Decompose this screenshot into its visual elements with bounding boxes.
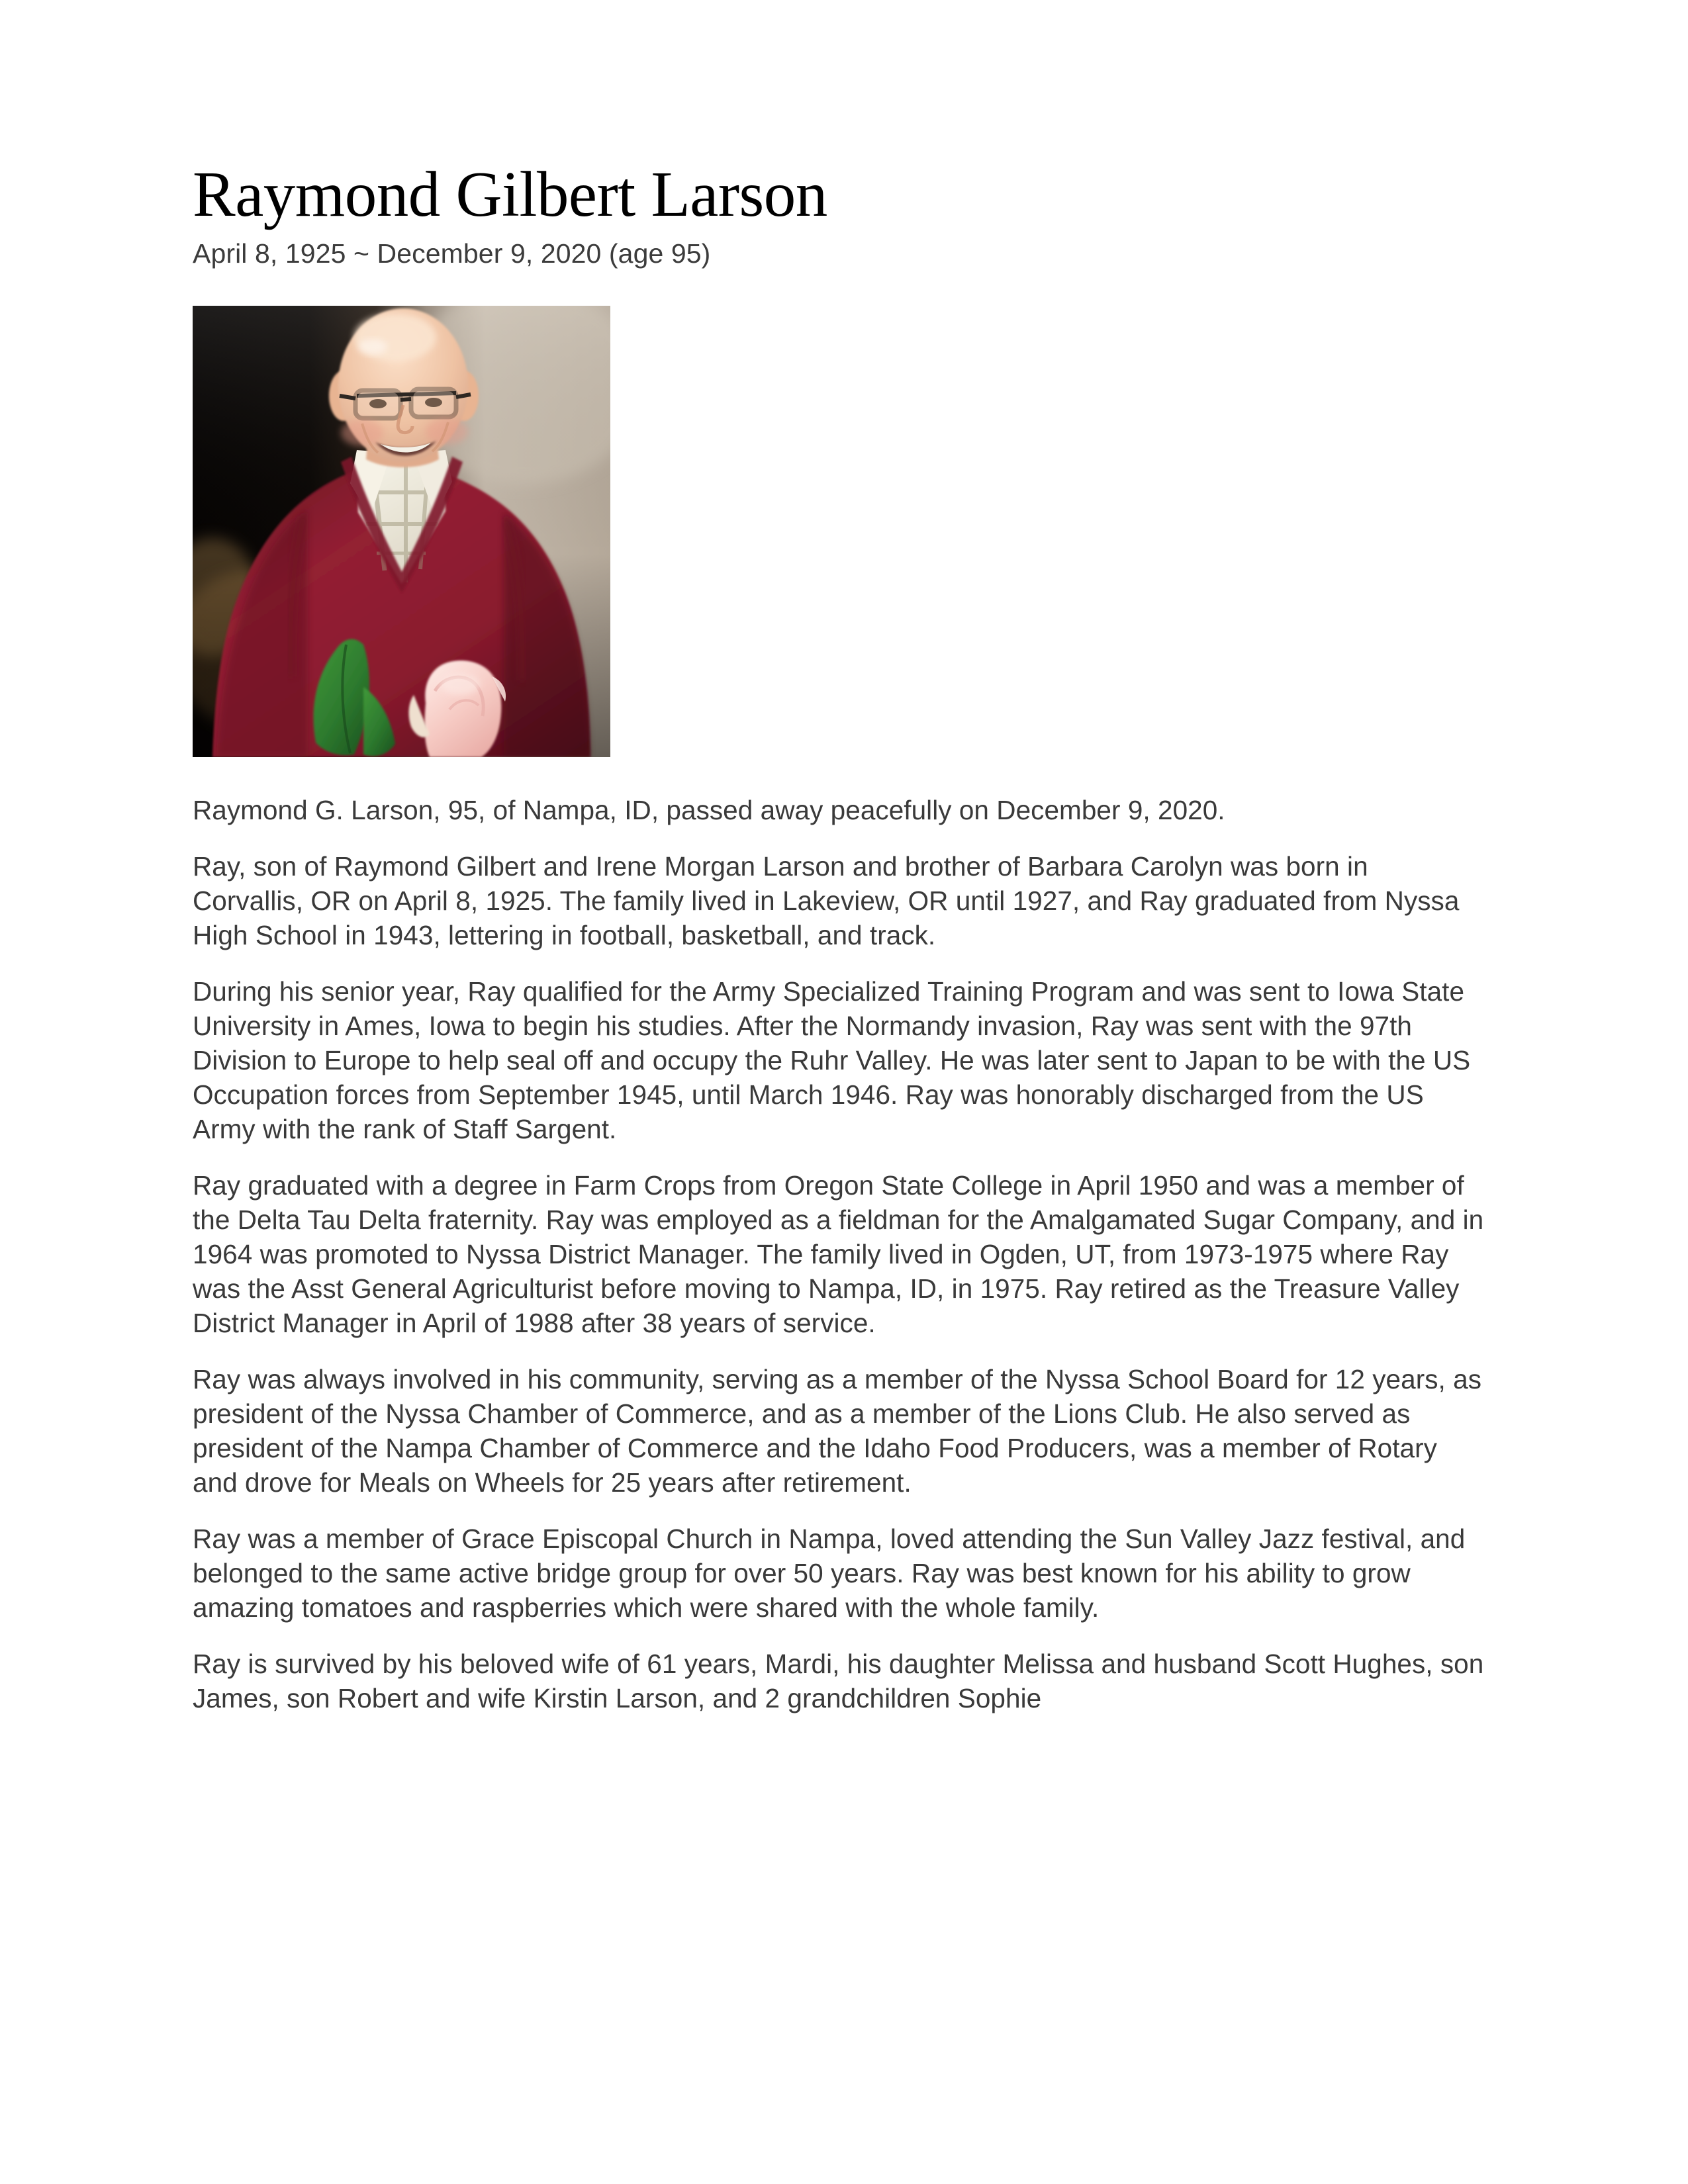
obituary-text-body	[193, 793, 1485, 1715]
obituary-paragraph: Ray is survived by his beloved wife of 61 years, Mardi, his daughter Melissa and husband Scott Hughes, son James, son Robert and wife Kirstin Larson, and 2 grandchildren Sophie	[193, 1649, 1484, 1714]
portrait-photo	[193, 306, 610, 757]
obituary-paragraph: During his senior year, Ray qualified for the Army Specialized Training Program and was sent to Iowa State University in Ames, Iowa to begin his studies. After the Normandy invasion, Ray was sent with the 97th Division to Europe to help seal off and occupy the Ruhr Valley. He was later sent to Japan to be with the US Occupation forces from September 1945, until March 1946. Ray was honorably discharged from the US Army with the rank of Staff Sargent.	[193, 976, 1471, 1145]
obituary-paragraph: Ray was always involved in his community, serving as a member of the Nyssa School Board for 12 years, as president of the Nyssa Chamber of Commerce, and as a member of the Lions Club. He also served as president of the Nampa Chamber of Commerce and the Idaho Food Producers, was a member of Rotary and drove for Meals on Wheels for 25 years after retirement.	[193, 1364, 1482, 1498]
obituary-paragraph: Raymond G. Larson, 95, of Nampa, ID, passed away peacefully on December 9, 2020.	[193, 795, 1225, 826]
obituary-paragraph: Ray was a member of Grace Episcopal Church in Nampa, loved attending the Sun Valley Jazz festival, and belonged to the same active bridge group for over 50 years. Ray was best known for his ability to grow amazing tomatoes and raspberries which were shared with the whole family.	[193, 1524, 1466, 1623]
life-dates-subtitle: April 8, 1925 ~ December 9, 2020 (age 95)	[193, 238, 711, 269]
page-title: Raymond Gilbert Larson	[193, 159, 827, 230]
obituary-paragraph: Ray graduated with a degree in Farm Crops from Oregon State College in April 1950 and was a member of the Delta Tau Delta fraternity. Ray was employed as a fieldman for the Amalgamated Sugar Company, and in 1964 was promoted to Nyssa District Manager. The family lived in Ogden, UT, from 1973-1975 where Ray was the Asst General Agriculturist before moving to Nampa, ID, in 1975. Ray retired as the Treasure Valley District Manager in April of 1988 after 38 years of service.	[193, 1170, 1484, 1339]
obituary-paragraph: Ray, son of Raymond Gilbert and Irene Morgan Larson and brother of Barbara Carolyn was born in Corvallis, OR on April 8, 1925. The family lived in Lakeview, OR until 1927, and Ray graduated from Nyssa High School in 1943, lettering in football, basketball, and track.	[193, 851, 1460, 951]
document-content-column	[193, 0, 1485, 1715]
portrait-photo-container	[193, 306, 610, 757]
